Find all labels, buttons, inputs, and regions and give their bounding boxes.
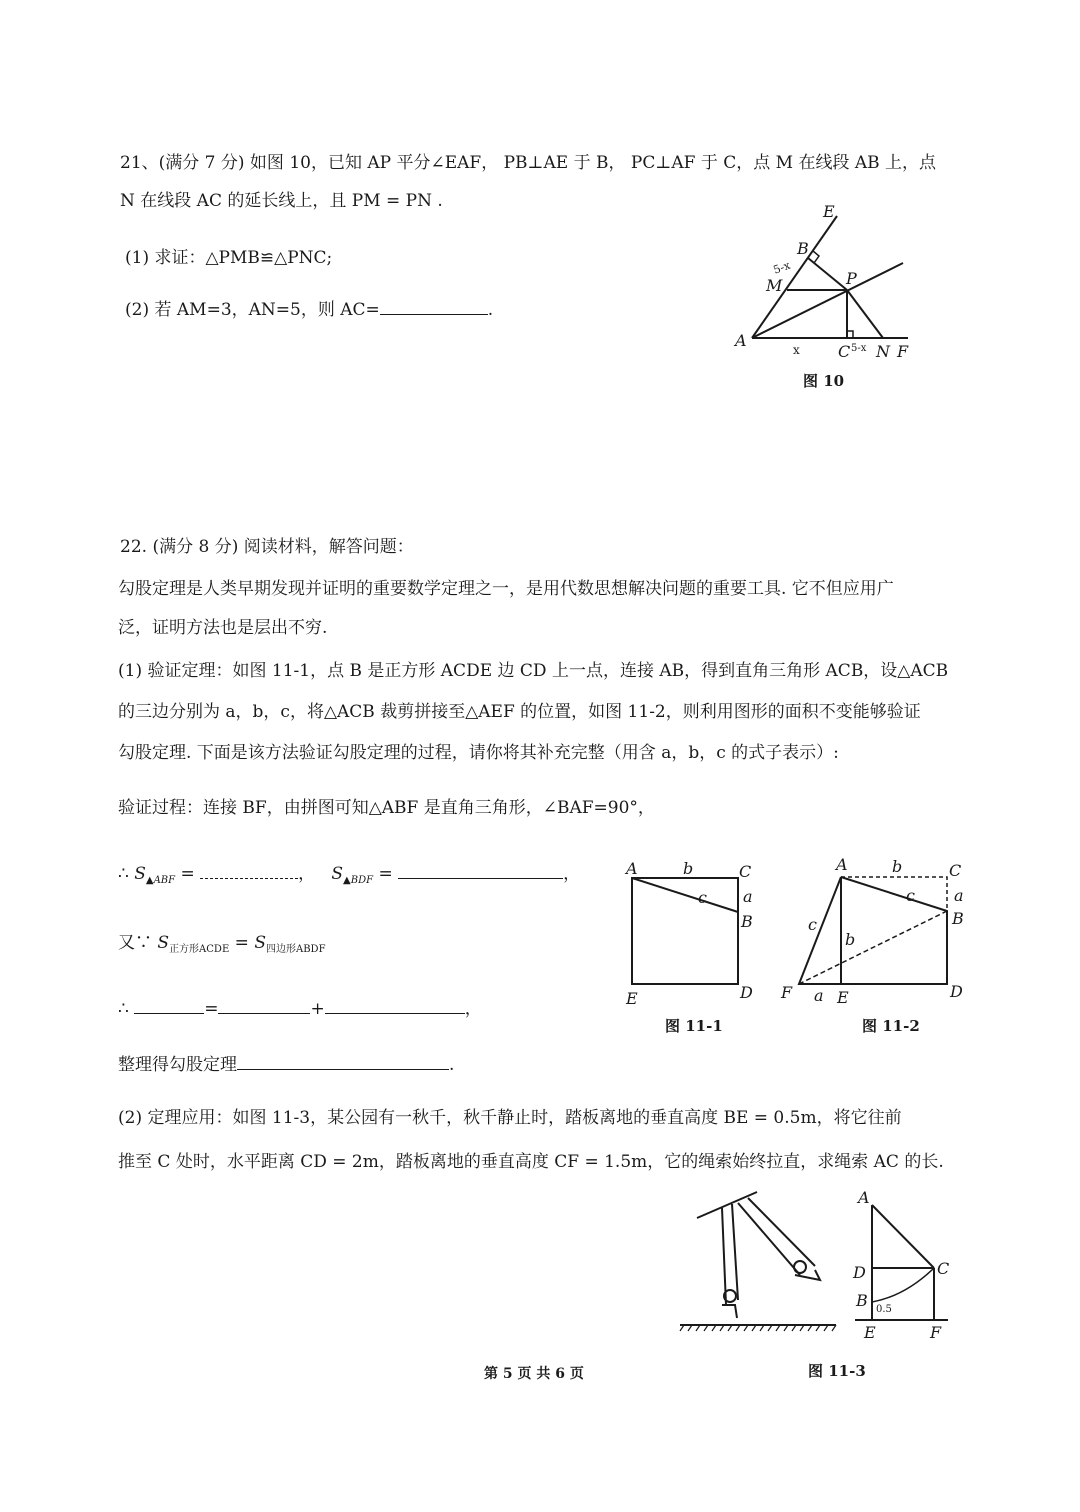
therefore-symbol: ∴: [118, 864, 129, 884]
equals-sign: =: [204, 999, 219, 1019]
q22-part1-line-3: 勾股定理. 下面是该方法验证勾股定理的过程，请你将其补充完整（用含 a，b，c 的式子表示）:: [118, 743, 839, 763]
pythagorean-blank[interactable]: [237, 1053, 449, 1070]
s-abf-blank[interactable]: [200, 862, 298, 879]
fig112-label-F: F: [781, 983, 793, 1002]
quad-ABDF: [799, 877, 947, 984]
comma: ，: [563, 864, 581, 884]
q21-line-2: N 在线段 AC 的延长线上，且 PM = PN .: [120, 191, 443, 211]
fig113-label-D: D: [853, 1263, 866, 1282]
fig112-label-b: b: [892, 857, 903, 876]
fig111-caption: 图 11-1: [665, 1017, 723, 1035]
right-angle-B: [813, 251, 819, 263]
swing-rope-2: [748, 1198, 815, 1266]
q22-verify-line: 验证过程：连接 BF，由拼图可知△ABF 是直角三角形，∠BAF=90°，: [118, 798, 655, 818]
fig112-label-b2: b: [845, 930, 856, 949]
period: .: [449, 1055, 455, 1075]
fig111-label-c: c: [698, 888, 707, 907]
fig111-label-D: D: [740, 983, 753, 1002]
fig10-label-F: F: [897, 342, 909, 361]
equals-sign: =: [234, 933, 249, 953]
fig113-handwritten: 0.5: [876, 1304, 892, 1315]
fig112-label-A: A: [836, 855, 848, 874]
q22-conclude: [118, 1053, 454, 1076]
segment-AC: [872, 1205, 934, 1268]
fig10-label-B: B: [797, 239, 809, 258]
eq-blank-2[interactable]: [218, 997, 310, 1014]
fig10-handwritten-cn: 5-x: [851, 343, 867, 354]
conclude-label: 整理得勾股定理: [118, 1055, 237, 1075]
fig111-label-E: E: [626, 989, 638, 1008]
equals-sign: =: [378, 864, 393, 884]
figure-10: [725, 195, 925, 395]
comma: ，: [298, 864, 316, 884]
q22-header: 22. (满分 8 分) 阅读材料，解答问题：: [120, 537, 414, 557]
fig10-handwritten-mb: 5-x: [771, 258, 792, 277]
fig10-label-C: C: [838, 342, 851, 361]
figure-11-3: [670, 1185, 970, 1355]
s-bdf-subscript: ▲BDF: [343, 875, 374, 886]
s-bdf-blank[interactable]: [398, 862, 563, 879]
fig10-label-E: E: [823, 202, 835, 221]
fig112-label-a2: a: [814, 986, 824, 1005]
s-quad-subscript: 四边形ABDF: [265, 944, 326, 955]
s-abf-symbol: S: [134, 864, 146, 884]
eq-blank-1[interactable]: [134, 997, 204, 1014]
q21-part-1: (1) 求证：△PMB≌△PNC;: [125, 248, 333, 268]
s-bdf-symbol: S: [331, 864, 344, 884]
fig111-label-C: C: [739, 862, 752, 881]
swing-child-head-2: [794, 1261, 806, 1273]
fig111-label-b: b: [683, 859, 694, 878]
fig111-label-A: A: [626, 859, 638, 878]
s-quad-symbol: S: [254, 933, 266, 953]
ray-AE: [752, 216, 837, 338]
fig112-label-a: a: [954, 886, 964, 905]
fig113-label-C: C: [937, 1259, 950, 1278]
fig112-label-C: C: [949, 861, 962, 880]
plus-sign: +: [310, 999, 325, 1019]
q21-part-2-prefix: (2) 若 AM=3，AN=5，则 AC=: [125, 300, 380, 320]
fig112-label-E: E: [837, 988, 849, 1007]
s-abf-subscript: ▲ABF: [145, 875, 176, 886]
figure-11-2: [775, 850, 975, 1015]
q22-intro-2: 泛，证明方法也是层出不穷.: [118, 618, 328, 638]
also-because: 又∵: [118, 933, 152, 953]
q22-part2-line-2: 推至 C 处时，水平距离 CD = 2m，踏板离地的垂直高度 CF = 1.5m，它的绳索始终拉直，求绳索 AC 的长.: [118, 1152, 944, 1172]
segment-AB: [632, 878, 738, 912]
fig111-label-a: a: [743, 887, 753, 906]
q22-formula-therefore: [118, 997, 482, 1020]
q21-part-2: [125, 298, 493, 321]
comma: ，: [464, 999, 482, 1019]
fig113-label-A: A: [858, 1188, 870, 1207]
swing-post-right: [732, 1204, 738, 1300]
fig113-label-B: B: [856, 1291, 868, 1310]
therefore-symbol: ∴: [118, 999, 129, 1019]
fig113-caption: 图 11-3: [808, 1362, 866, 1380]
q21-part-2-suffix: .: [487, 300, 494, 320]
fig112-label-c2: c: [808, 915, 817, 934]
q22-formula-area: [118, 862, 580, 892]
s-square-symbol: S: [157, 933, 170, 953]
fig10-caption: 图 10: [803, 372, 845, 390]
s-square-subscript: 正方形ACDE: [169, 944, 230, 955]
q21-answer-blank[interactable]: [380, 298, 488, 315]
eq-blank-3[interactable]: [325, 997, 465, 1014]
fig113-label-E: E: [864, 1323, 876, 1342]
arc-BC: [872, 1268, 934, 1302]
q21-line-1: 21、(满分 7 分) 如图 10，已知 AP 平分∠EAF， PB⊥AE 于 B， PC⊥AF 于 C，点 M 在线段 AB 上，点: [120, 153, 937, 173]
q22-formula-also: [118, 932, 326, 961]
swing-post-left: [722, 1208, 726, 1305]
page-footer: 第 5 页 共 6 页: [484, 1366, 584, 1382]
fig10-label-A: A: [735, 331, 747, 350]
q22-part1-line-2: 的三边分别为 a，b，c，将△ACB 裁剪拼接至△AEF 的位置，如图 11-2，则利用图形的面积不变能够验证: [118, 702, 921, 722]
fig112-label-c: c: [906, 886, 915, 905]
q22-part2-line-1: (2) 定理应用：如图 11-3，某公园有一秋千，秋千静止时，踏板离地的垂直高度 BE = 0.5m，将它往前: [118, 1108, 902, 1128]
equals-sign: =: [180, 864, 195, 884]
square-ACDE: [632, 878, 738, 984]
fig112-caption: 图 11-2: [862, 1017, 920, 1035]
q22-intro-1: 勾股定理是人类早期发现并证明的重要数学定理之一，是用代数思想解决问题的重要工具. 它不但应用广: [118, 579, 894, 599]
dashed-BF: [799, 911, 947, 984]
fig112-label-D: D: [950, 982, 963, 1001]
figure-11-1: [620, 855, 770, 1015]
fig112-label-B: B: [952, 909, 964, 928]
fig10-label-N: N: [876, 342, 890, 361]
swing-rope-1: [738, 1203, 800, 1275]
fig10-label-P: P: [846, 269, 857, 288]
fig113-label-F: F: [930, 1323, 942, 1342]
fig111-label-B: B: [741, 912, 753, 931]
fig10-handwritten-ac: x: [793, 343, 800, 357]
fig10-label-M: M: [766, 276, 783, 295]
q22-part1-line-1: (1) 验证定理：如图 11-1，点 B 是正方形 ACDE 边 CD 上一点，连接 AB，得到直角三角形 ACB，设△ACB: [118, 661, 949, 681]
